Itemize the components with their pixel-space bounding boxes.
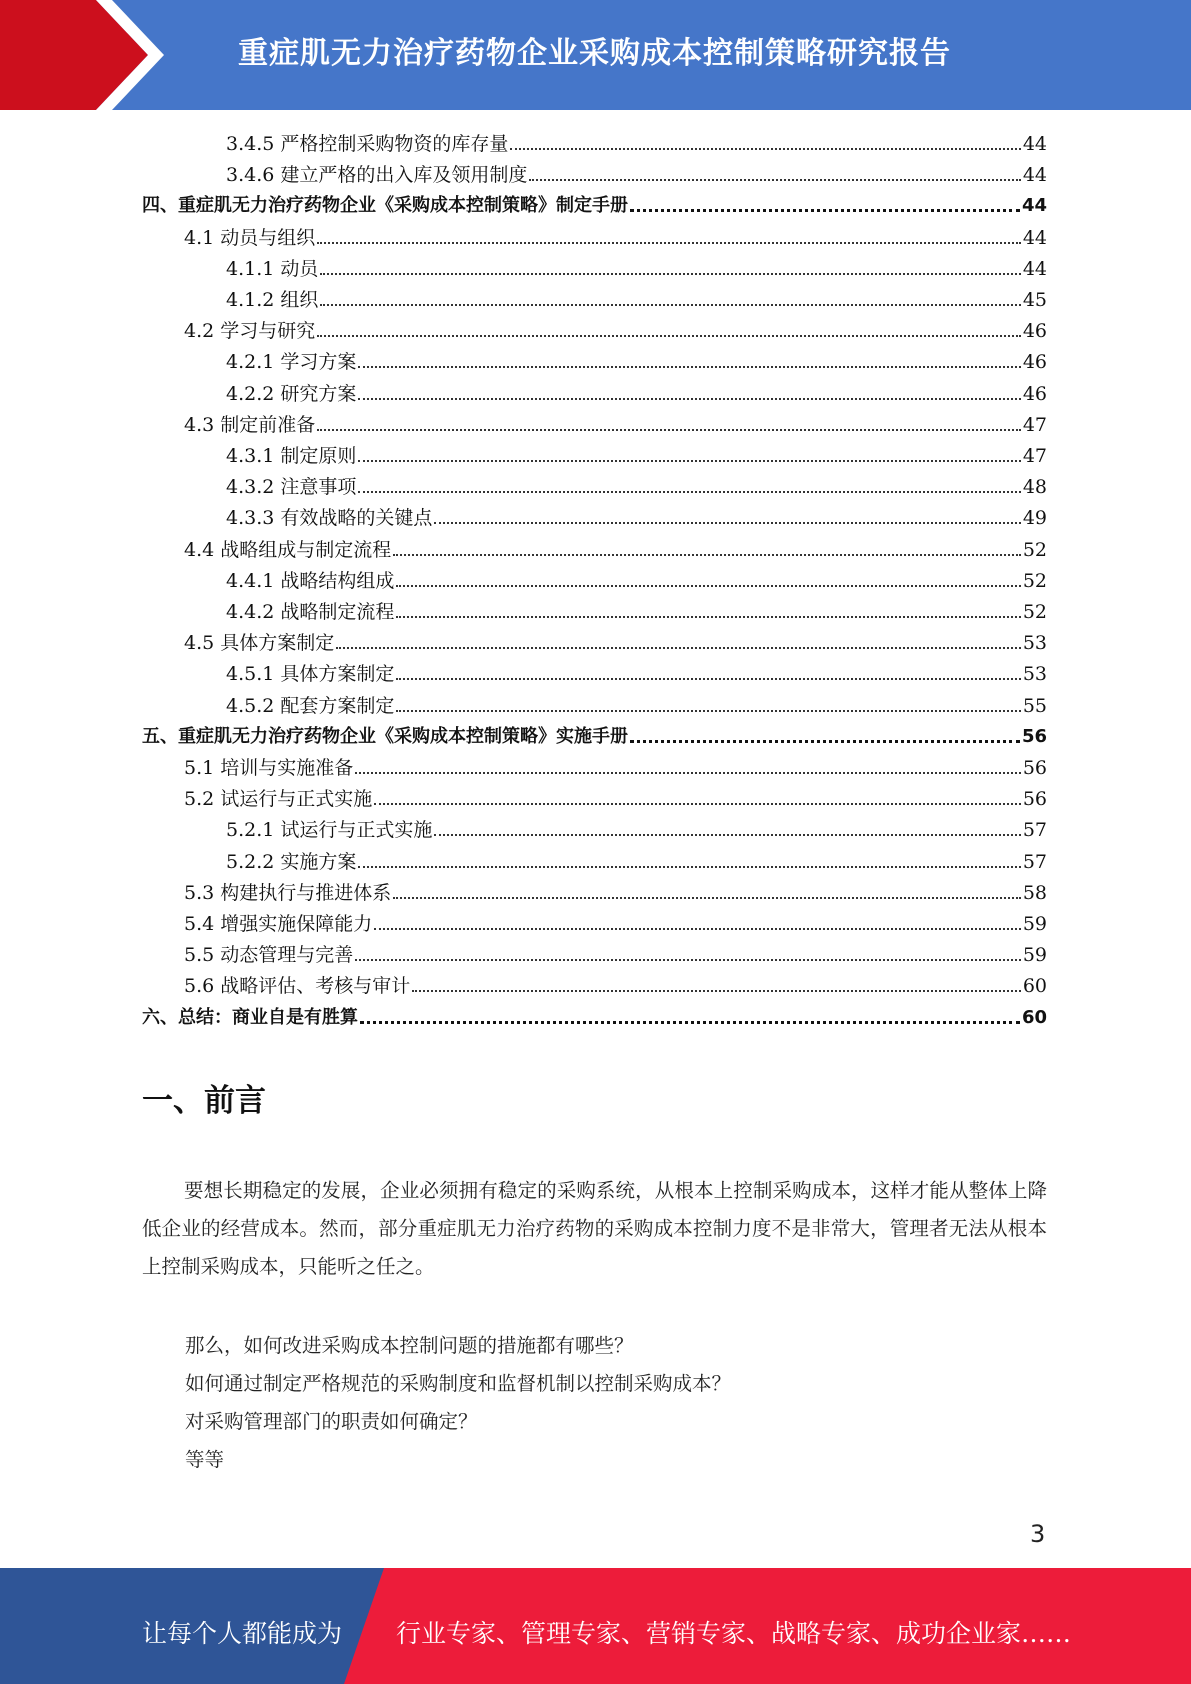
question-item: 对采购管理部门的职责如何确定？ — [185, 1410, 478, 1433]
toc-dot-leader — [396, 615, 1020, 618]
toc-entry-label: 5.2.2 实施方案 — [226, 850, 357, 873]
toc-entry-page: 55 — [1022, 694, 1047, 717]
toc-entry[interactable] — [226, 127, 1047, 155]
toc-entry-label: 4.4.2 战略制定流程 — [226, 601, 395, 623]
toc-entry[interactable] — [184, 626, 1047, 654]
toc-entry[interactable] — [226, 252, 1047, 280]
toc-entry[interactable] — [184, 938, 1047, 966]
toc-dot-leader — [529, 178, 1020, 181]
toc-entry-label: 4.4 战略组成与制定流程 — [184, 538, 392, 561]
toc-entry-page: 60 — [1022, 975, 1047, 998]
toc-entry[interactable] — [226, 689, 1047, 717]
toc-entry-label: 3.4.5 严格控制采购物资的库存量 — [226, 133, 509, 155]
toc-entry[interactable] — [226, 439, 1047, 467]
toc-entry-label: 4.2.2 研究方案 — [226, 382, 357, 405]
toc-entry-page: 53 — [1022, 663, 1047, 686]
toc-dot-leader — [317, 428, 1021, 431]
footer-banner — [0, 1568, 1191, 1684]
toc-entry-page: 44 — [1022, 257, 1047, 280]
toc-entry[interactable] — [226, 345, 1047, 373]
toc-entry-label: 5.5 动态管理与完善 — [184, 944, 354, 967]
question-item: 那么，如何改进采购成本控制问题的措施都有哪些？ — [185, 1334, 634, 1357]
toc-dot-leader — [317, 334, 1021, 337]
toc-entry[interactable] — [142, 189, 1047, 217]
toc-entry-page: 46 — [1022, 382, 1047, 405]
footer-slogan-right: 行业专家、管理专家、营销专家、战略专家、成功企业家…… — [396, 1619, 1072, 1648]
toc-entry-label: 4.1.2 组织 — [226, 289, 319, 311]
toc-entry-label: 5.1 培训与实施准备 — [184, 757, 354, 779]
toc-entry-page: 57 — [1022, 850, 1047, 873]
toc-entry[interactable] — [226, 813, 1047, 841]
toc-entry-page: 46 — [1022, 320, 1047, 343]
toc-dot-leader — [320, 272, 1020, 275]
toc-entry-page: 53 — [1022, 632, 1047, 655]
toc-dot-leader — [434, 833, 1020, 836]
toc-dot-leader — [630, 208, 1020, 212]
toc-entry-label: 4.3 制定前准备 — [184, 413, 316, 436]
toc-dot-leader — [412, 989, 1021, 992]
toc-entry-page: 60 — [1021, 1006, 1047, 1028]
toc-entry-label: 5.2.1 试运行与正式实施 — [226, 819, 433, 842]
toc-dot-leader — [396, 584, 1020, 587]
intro-paragraph: 要想长期稳定的发展，企业必须拥有稳定的采购系统，从根本上控制采购成本，这样才能从整体上降低企业的经营成本。然而，部分重症肌无力治疗药物的采购成本控制力度不是非常大，管理者无法从根本上控制采购成本，只能听之任之。 — [142, 1179, 1047, 1278]
toc-dot-leader — [396, 709, 1020, 712]
toc-entry-label: 4.5.2 配套方案制定 — [226, 694, 395, 717]
toc-entry-label: 4.5 具体方案制定 — [184, 632, 335, 655]
toc-entry-page: 44 — [1021, 195, 1047, 217]
toc-entry-label: 5.4 增强实施保障能力 — [184, 913, 373, 935]
toc-entry-page: 58 — [1022, 881, 1047, 904]
toc-entry[interactable] — [226, 501, 1047, 529]
toc-dot-leader — [393, 896, 1021, 899]
toc-entry[interactable] — [226, 158, 1047, 186]
toc-dot-leader — [374, 927, 1021, 930]
toc-entry-page: 59 — [1022, 913, 1047, 935]
header-banner — [0, 0, 1191, 110]
toc-entry-page: 57 — [1022, 819, 1047, 842]
toc-entry-label: 四、重症肌无力治疗药物企业《采购成本控制策略》制定手册 — [142, 195, 628, 217]
toc-entry-page: 44 — [1022, 133, 1047, 155]
toc-entry[interactable] — [226, 564, 1047, 592]
footer-slogan-left: 让每个人都能成为 — [142, 1619, 343, 1648]
toc-entry-label: 4.4.1 战略结构组成 — [226, 569, 395, 592]
toc-entry[interactable] — [142, 720, 1047, 748]
toc-entry[interactable] — [142, 1001, 1047, 1029]
toc-entry-label: 5.6 战略评估、考核与审计 — [184, 975, 411, 998]
toc-dot-leader — [358, 865, 1020, 868]
toc-entry-page: 47 — [1022, 413, 1047, 436]
toc-entry-label: 4.5.1 具体方案制定 — [226, 663, 395, 686]
toc-entry[interactable] — [226, 470, 1047, 498]
toc-dot-leader — [358, 459, 1020, 462]
toc-entry-page: 49 — [1022, 507, 1047, 530]
section-title: 一、前言 — [142, 1083, 266, 1119]
toc-dot-leader — [358, 490, 1020, 493]
toc-entry[interactable] — [184, 751, 1047, 779]
toc-dot-leader — [336, 646, 1021, 649]
toc-entry-label: 3.4.6 建立严格的出入库及领用制度 — [226, 164, 528, 187]
page-number: 3 — [1030, 1520, 1046, 1548]
toc-entry-page: 48 — [1022, 476, 1047, 499]
toc-dot-leader — [358, 397, 1020, 400]
toc-entry[interactable] — [184, 782, 1047, 810]
toc-entry-label: 4.3.1 制定原则 — [226, 445, 357, 467]
toc-entry-label: 五、重症肌无力治疗药物企业《采购成本控制策略》实施手册 — [142, 725, 628, 747]
toc-dot-leader — [393, 553, 1021, 556]
toc-entry-label: 5.3 构建执行与推进体系 — [184, 881, 392, 904]
toc-entry-label: 4.1.1 动员 — [226, 257, 319, 280]
toc-entry-page: 56 — [1022, 788, 1047, 811]
toc-entry-page: 45 — [1022, 289, 1047, 311]
toc-entry[interactable] — [226, 595, 1047, 623]
toc-entry-label: 5.2 试运行与正式实施 — [184, 788, 373, 811]
toc-entry-label: 4.2.1 学习方案 — [226, 351, 357, 374]
toc-entry-page: 47 — [1022, 445, 1047, 467]
toc-entry[interactable] — [226, 845, 1047, 873]
toc-entry-page: 56 — [1022, 757, 1047, 779]
toc-dot-leader — [360, 1020, 1020, 1024]
header-title: 重症肌无力治疗药物企业采购成本控制策略研究报告 — [238, 36, 951, 71]
toc-entry-page: 46 — [1022, 351, 1047, 374]
toc-dot-leader — [358, 365, 1020, 368]
toc-entry[interactable] — [184, 533, 1047, 561]
toc-entry-page: 56 — [1021, 725, 1047, 747]
toc-entry[interactable] — [184, 969, 1047, 997]
question-item: 如何通过制定严格规范的采购制度和监督机制以控制采购成本？ — [185, 1372, 732, 1395]
toc-entry[interactable] — [184, 907, 1047, 935]
toc-dot-leader — [396, 677, 1020, 680]
toc-entry-label: 六、总结：商业自是有胜算 — [142, 1006, 358, 1028]
toc-entry-page: 44 — [1022, 164, 1047, 187]
toc-dot-leader — [317, 241, 1021, 244]
question-item: 等等 — [185, 1448, 225, 1471]
toc-entry-page: 44 — [1022, 226, 1047, 249]
toc-entry-label: 4.1 动员与组织 — [184, 226, 316, 249]
toc-entry-page: 59 — [1022, 944, 1047, 967]
toc-entry[interactable] — [226, 657, 1047, 685]
toc-dot-leader — [320, 303, 1020, 306]
toc-dot-leader — [355, 771, 1021, 774]
toc-entry[interactable] — [184, 876, 1047, 904]
toc-entry-label: 4.3.2 注意事项 — [226, 476, 357, 499]
toc-entry-label: 4.2 学习与研究 — [184, 320, 316, 343]
toc-dot-leader — [434, 521, 1020, 524]
toc-entry[interactable] — [226, 283, 1047, 311]
toc-entry-page: 52 — [1022, 538, 1047, 561]
toc-entry-page: 52 — [1022, 601, 1047, 623]
toc-entry-page: 52 — [1022, 569, 1047, 592]
toc-entry-label: 4.3.3 有效战略的关键点 — [226, 507, 433, 530]
toc-dot-leader — [355, 958, 1021, 961]
toc-dot-leader — [630, 739, 1020, 743]
toc-entry[interactable] — [184, 314, 1047, 342]
toc-entry[interactable] — [184, 221, 1047, 249]
toc-entry[interactable] — [184, 408, 1047, 436]
toc-entry[interactable] — [226, 377, 1047, 405]
toc-dot-leader — [374, 802, 1021, 805]
toc-dot-leader — [510, 147, 1020, 150]
